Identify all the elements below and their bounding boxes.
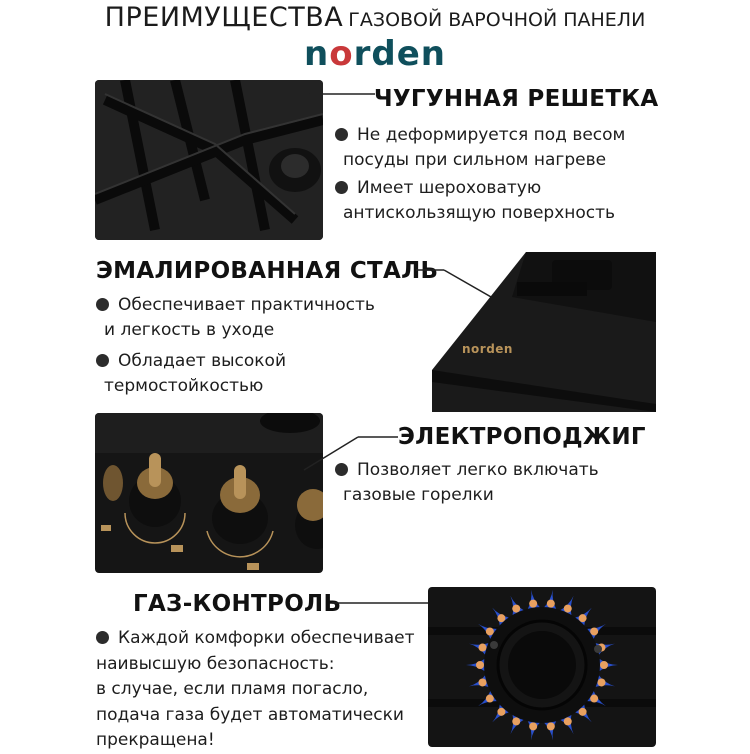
page-header: [0, 2, 750, 33]
brand-logo: norden: [304, 34, 446, 74]
section-title-steel: ЭМАЛИРОВАННАЯ СТАЛЬ: [96, 258, 439, 284]
bullet-dot: [96, 298, 109, 311]
section-title-ignition: ЭЛЕКТРОПОДЖИГ: [398, 424, 646, 450]
header-title-small: ГАЗОВОЙ ВАРОЧНОЙ ПАНЕЛИ: [348, 9, 646, 31]
section-title-gas-control: ГАЗ-КОНТРОЛЬ: [133, 591, 342, 617]
ignition-knobs-image: [95, 413, 323, 573]
bullet-steel-2: Обладает высокой термостойкостью: [96, 349, 286, 399]
bullet-grate-2: Имеет шероховатую антискользящую поверхность: [335, 176, 615, 226]
bullet-grate-1: Не деформируется под весом посуды при сильном нагреве: [335, 123, 625, 173]
bullet-dot: [335, 463, 348, 476]
connector-line-1: [250, 80, 380, 115]
bullet-dot: [96, 631, 109, 644]
gas-burner-flame-image: [428, 587, 656, 747]
section-title-grate: ЧУГУННАЯ РЕШЕТКА: [374, 86, 659, 112]
enameled-steel-image: [432, 252, 656, 412]
bullet-ignition-1: Позволяет легко включать газовые горелки: [335, 458, 599, 508]
steel-image-logo: norden: [462, 342, 513, 356]
header-title-big: ПРЕИМУЩЕСТВА: [104, 2, 344, 33]
bullet-dot: [335, 128, 348, 141]
bullet-steel-1: Обеспечивает практичность и легкость в уходе: [96, 293, 375, 343]
bullet-gas-control-1: Каждой комфорки обеспечивает наивысшую безопасность: в случае, если пламя погасло, подача газа будет автоматически прекращена!: [96, 628, 415, 750]
bullet-dot: [96, 354, 109, 367]
bullet-dot: [335, 181, 348, 194]
